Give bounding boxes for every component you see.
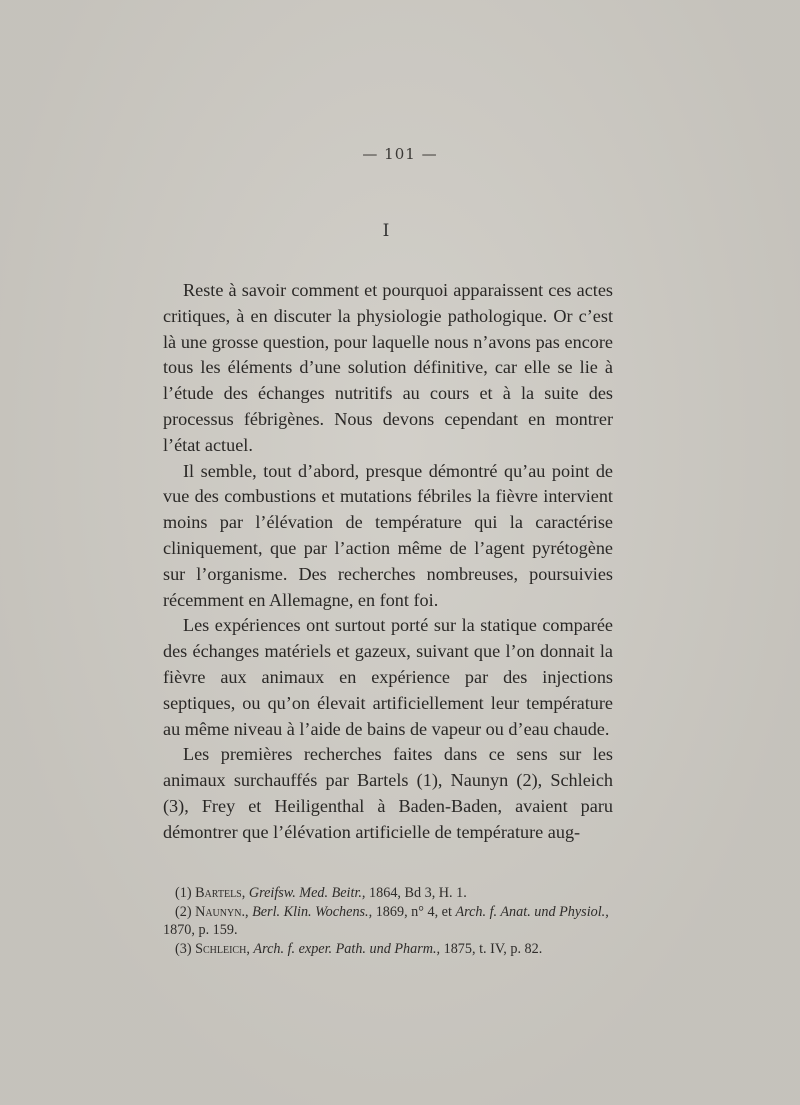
body-text [163,278,613,846]
footnote-author: Schleich, [195,940,250,957]
footnote-author: Bartels, [195,885,246,901]
footnote-source: Arch. f. Anat. und Physiol., [455,903,609,920]
paragraph: Il semble, tout d’abord, presque démontré qu’au point de vue des combustions et mutations fébriles la fièvre intervient moins par l’élévation de température qui la caractérise cliniquement, que par l’action même de l’agent pyrétogène sur l’organisme. Des recherches nombreuses, poursuivies récemment en Allemagne, en font foi. [163,460,613,610]
footnote-reference: 1864, Bd 3, H. 1. [365,885,467,901]
section-heading: I [382,221,390,241]
page-number: — 101 — [362,145,438,163]
paragraph: Reste à savoir comment et pourquoi apparaissent ces actes critiques, à en discuter la physiologie pathologique. Or c’est là une grosse question, pour laquelle nous n’avons pas encore tous les éléments d’une solution définitive, car elle se lie à l’étude des échanges nutritifs au cours et à la suite des processus fébrigènes. Nous devons cependant en montrer l’état actuel. [163,280,613,455]
footnote-reference: 1870, p. 159. [163,922,238,939]
footnote-number: (2) [175,903,192,920]
footnote-source: Berl. Klin. Wochens., [252,903,373,920]
footnote-source: Arch. f. exper. Path. und Pharm., [253,940,441,957]
footnote-author: Naunyn., [195,903,249,920]
footnote-number: (3) [175,940,192,957]
footnote [163,940,613,959]
footnote-reference: 1875, t. IV, p. 82. [440,940,543,957]
footnote [163,884,613,903]
footnotes [163,884,613,958]
footnote-reference: 1869, n° 4, et [372,903,456,920]
paragraph: Les expériences ont surtout porté sur la statique comparée des échanges matériels et gazeux, suivant que l’on donnait la fièvre aux animaux en expérience par des injections septiques, ou qu’on élevait artificiellement leur température au même niveau à l’aide de bains de vapeur ou d’eau chaude. [163,615,613,739]
footnote [163,903,613,940]
paragraph: Les premières recherches faites dans ce sens sur les animaux surchauffés par Bartels (1), Naunyn (2), Schleich (3), Frey et Heiligenthal à Baden-Baden, avaient paru démontrer que l’élévation artificielle de température aug- [163,744,613,842]
footnote-number: (1) [175,885,192,901]
footnote-source: Greifsw. Med. Beitr., [248,885,366,901]
